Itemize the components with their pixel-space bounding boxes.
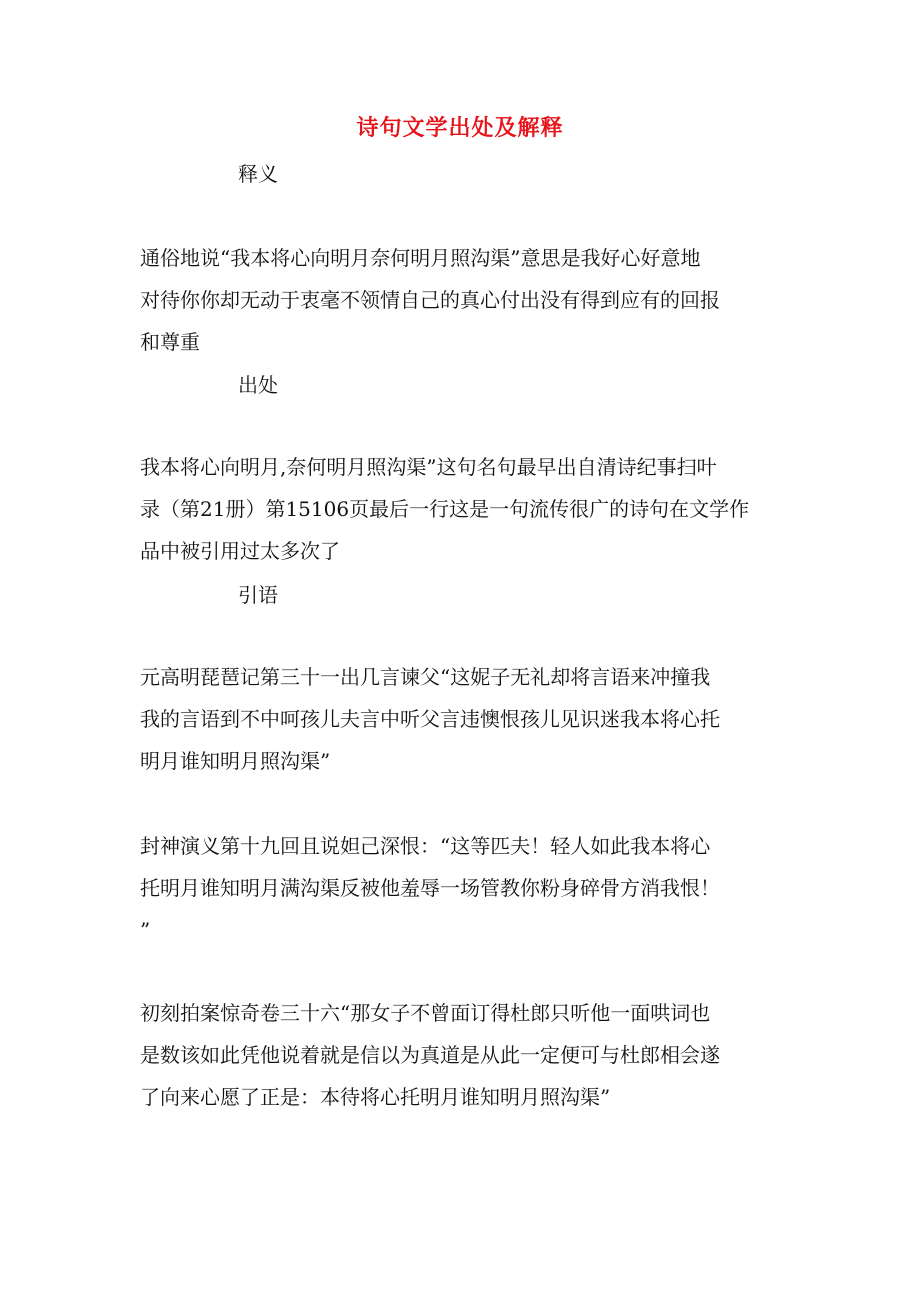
section-heading-meaning: 释义 [238,162,278,186]
section-heading-source: 出处 [238,373,278,397]
paragraph-meaning: 通俗地说“我本将心向明月奈何明月照沟渠”意思是我好心好意地 对待你你却无动于衷毫不领情自己的真心付出没有得到应有的回报 和尊重 [140,246,720,354]
paragraph-quotation-fengshen: 封神演义第十九回且说妲己深恨：“这等匹夫！轻人如此我本将心 托明月谁知明月满沟渠反被他羞辱一场管教你粉身碎骨方消我恨！ ” [140,834,720,942]
section-heading-quotations: 引语 [238,583,278,607]
document-title: 诗句文学出处及解释 [356,115,564,141]
paragraph-source: 我本将心向明月,奈何明月照沟渠”这句名句最早出自清诗纪事扫叶 录（第21册）第15106页最后一行这是一句流传很广的诗句在文学作 品中被引用过太多次了 [140,455,750,563]
paragraph-quotation-pipa: 元高明琵琶记第三十一出几言谏父“这妮子无礼却将言语来冲撞我 我的言语到不中呵孩儿夫言中听父言违懊恨孩儿见识迷我本将心托 明月谁知明月照沟渠” [140,665,720,773]
paragraph-quotation-paian: 初刻拍案惊奇卷三十六“那女子不曾面订得杜郎只听他一面哄词也 是数该如此凭他说着就是信以为真道是从此一定便可与杜郎相会遂 了向来心愿了正是：本待将心托明月谁知明月照沟渠” [140,1001,720,1109]
